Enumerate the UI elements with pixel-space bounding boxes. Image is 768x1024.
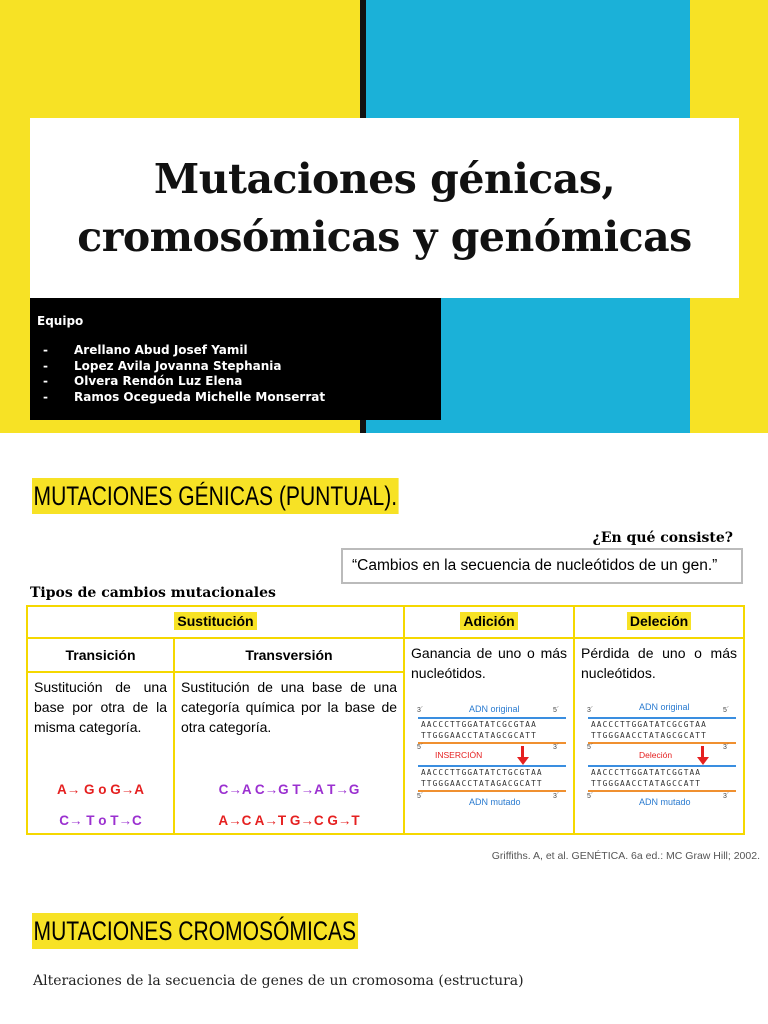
header-deletion: Deleción	[574, 606, 744, 638]
dna-strand-line	[418, 790, 566, 792]
title-box	[30, 118, 739, 298]
dna-original-label: ADN original	[639, 702, 690, 712]
dna-sequence: AACCCTTGGATATCGCGTAA	[591, 720, 707, 729]
question-text: ¿En qué consiste?	[592, 530, 733, 546]
dna-strand-line	[588, 765, 736, 767]
deletion-description: Pérdida de uno o más nucleótidos.	[581, 645, 738, 681]
team-box	[30, 298, 441, 420]
addition-cell	[404, 638, 574, 834]
transversion-description: Sustitución de una base de una categoría química por la base de otra categoría.	[181, 679, 398, 735]
insertion-dna-figure: 3´ ADN original 5´ AACCCTTGGATATCGCGTAA TTGGGAACCTATAGCGCATT 5´ INSERCIÓN 3´ AACCCTTGGATATCTGCGTAA TTGGGAACCTATAGACGCATT 5´ ADN mutado 3´	[413, 701, 568, 821]
dna-strand-line	[418, 742, 566, 744]
types-title: Tipos de cambios mutacionales	[30, 585, 276, 601]
team-list	[37, 343, 441, 405]
dna-strand-line	[588, 742, 736, 744]
heading-genic-mutations: MUTACIONES GÉNICAS (PUNTUAL).	[32, 478, 399, 514]
transversion-formula-1: C→A C→G T→A T→G	[218, 782, 360, 797]
team-member: - Lopez Avila Jovanna Stephania	[43, 358, 282, 373]
slide-title-line-1: Mutaciones génicas,	[153, 155, 616, 203]
dna-sequence: TTGGGAACCTATAGCGCATT	[421, 731, 537, 740]
subheader-transversion: Transversión	[174, 638, 404, 672]
heading-chromosomal-mutations: MUTACIONES CROMOSÓMICAS	[32, 913, 358, 949]
transition-description: Sustitución de una base por otra de la misma categoría.	[34, 679, 167, 735]
insertion-label: INSERCIÓN	[435, 750, 483, 760]
team-member-name: Olvera Rendón Luz Elena	[74, 374, 243, 388]
arrow-head-icon	[697, 757, 709, 765]
dna-strand-line	[418, 717, 566, 719]
dna-sequence: TTGGGAACCTATAGCCATT	[591, 779, 702, 788]
title-slide	[0, 0, 768, 433]
dna-strand-line	[418, 765, 566, 767]
dna-sequence: AACCCTTGGATATCGCGTAA	[421, 720, 537, 729]
dna-original-label: ADN original	[469, 704, 520, 714]
team-member-name: Arellano Abud Josef Yamil	[74, 343, 248, 357]
team-member-name: Lopez Avila Jovanna Stephania	[74, 358, 282, 373]
transition-formula-2: C→ T o T→C	[59, 813, 142, 828]
header-substitution: Sustitución	[27, 606, 404, 638]
transversion-formula-2: A→C A→T G→C G→T	[218, 813, 360, 828]
team-member: - Olvera Rendón Luz Elena	[43, 374, 243, 388]
team-member: - Arellano Abud Josef Yamil	[43, 343, 248, 357]
deletion-cell	[574, 638, 744, 834]
arrow-head-icon	[517, 757, 529, 765]
dna-mutated-label: ADN mutado	[469, 797, 521, 807]
transition-cell	[27, 672, 174, 834]
dna-strand-line	[588, 717, 736, 719]
dna-sequence: TTGGGAACCTATAGCGCATT	[591, 731, 707, 740]
transition-formula-1: A→ G o G→A	[57, 782, 144, 797]
chromosomal-description: Alteraciones de la secuencia de genes de un cromosoma (estructura)	[33, 973, 524, 989]
slide-title-line-2: cromosómicas y genómicas	[77, 213, 692, 261]
deletion-label: Deleción	[639, 750, 673, 760]
header-addition: Adición	[404, 606, 574, 638]
team-member: - Ramos Ocegueda Michelle Monserrat	[43, 389, 326, 404]
transversion-cell	[174, 672, 404, 834]
citation: Griffiths. A, et al. GENÉTICA. 6a ed.: MC Graw Hill; 2002.	[491, 850, 760, 862]
dna-strand-line	[588, 790, 736, 792]
dna-mutated-label: ADN mutado	[639, 797, 691, 807]
definition-box: “Cambios en la secuencia de nucleótidos de un gen.”	[341, 548, 743, 584]
deletion-dna-figure: 3´ ADN original 5´ AACCCTTGGATATCGCGTAA TTGGGAACCTATAGCGCATT 5´ Deleción 3´ AACCCTTGGATATCGGTAA TTGGGAACCTATAGCCATT 5´ ADN mutado 3´	[583, 701, 738, 821]
dna-sequence: AACCCTTGGATATCGGTAA	[591, 768, 702, 777]
team-label: Equipo	[37, 314, 84, 328]
dna-sequence: TTGGGAACCTATAGACGCATT	[421, 779, 543, 788]
team-member-name: Ramos Ocegueda Michelle Monserrat	[74, 389, 326, 404]
dna-sequence: AACCCTTGGATATCTGCGTAA	[421, 768, 543, 777]
subheader-transition: Transición	[27, 638, 174, 672]
addition-description: Ganancia de uno o más nucleótidos.	[411, 645, 568, 681]
mutation-types-table	[26, 605, 745, 835]
